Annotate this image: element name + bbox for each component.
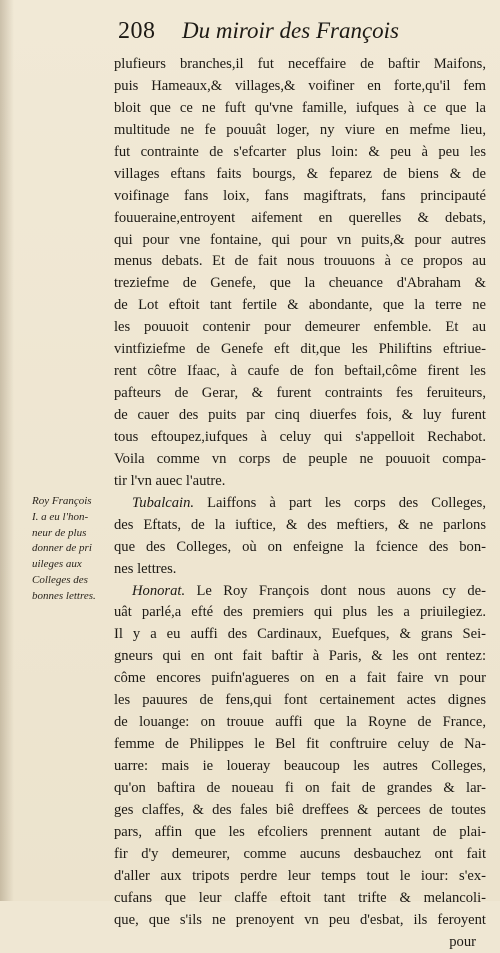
text-line: qui pour vne fontaine, qui pour vn puits,& pour autres [114, 230, 486, 252]
text-line: que, que s'ils ne prenoyent vn peu d'esbat, ils feroyent [114, 910, 486, 932]
text-line: puis Hameaux,& villages,& voifiner en forte,qu'il fem [114, 76, 486, 98]
page-number: 208 [118, 18, 156, 45]
text-line: treziefme de Genefe, que la cheuance d'Abraham & [114, 273, 486, 295]
margin-note-line: uileges aux [32, 557, 116, 573]
margin-note-line: bonnes lettres. [32, 589, 116, 605]
text-line: cufans que leur claffe eftoit tant trifte & melancoli- [114, 888, 486, 910]
speaker-name: Tubalcain. [132, 495, 194, 511]
paragraph-honorat-first-line [114, 581, 486, 603]
text-line: gneurs qui en ont fait baftir à Paris, & les ont rentez: [114, 646, 486, 668]
text-line: Il y a eu auffi des Cardinaux, Euefques, & grans Sei- [114, 624, 486, 646]
margin-note-line: donner de pri [32, 541, 116, 557]
text-line: plufieurs branches,il fut neceffaire de baftir Maifons, [114, 54, 486, 76]
margin-note-line: I. a eu l'hon- [32, 510, 116, 526]
text-line: d'aller aux tripots perdre leur temps tout le iour: s'ex- [114, 866, 486, 888]
text-line: rent côtre Ifaac, à caufe de fon beftail,côme firent les [114, 361, 486, 383]
text-line: tous eftoupez,iufques à celuy qui s'appelloit Rechabot. [114, 427, 486, 449]
text-line: nes lettres. [114, 559, 486, 581]
main-text [114, 54, 486, 953]
text-line: pafteurs de Gerar, & furent contraints fes feruiteurs, [114, 383, 486, 405]
text-line: que des Colleges, où on enfeigne la fcience des bon- [114, 537, 486, 559]
text-line: des Eftats, de la iuftice, & des meftiers, & ne parlons [114, 515, 486, 537]
text-line: ges claffes, & des fales biê dreffees & percees de toutes [114, 800, 486, 822]
running-title: Du miroir des François [182, 18, 399, 44]
text-run: Laiffons à part les corps des Colleges, [207, 495, 486, 511]
text-line: fouueraine,entroyent aifement en querelles & debats, [114, 208, 486, 230]
text-line: les pauures de fens,qui font certainement actes dignes [114, 690, 486, 712]
text-line: uarre: mais ie loueray beaucoup les autres Colleges, [114, 756, 486, 778]
text-line: uât parlé,a efté des premiers qui plus les a priuilegiez. [114, 602, 486, 624]
catchword: pour [114, 932, 486, 953]
text-line: vintfiziefme de Genefe eft dit,que les Philiftins eftriue- [114, 339, 486, 361]
paragraph-tubalcain-first-line [114, 493, 486, 515]
margin-note-line: neur de plus [32, 526, 116, 542]
text-line: Voila comme vn corps de peuple ne pouuoit compa- [114, 449, 486, 471]
text-line: de louange: on trouue auffi que la Royne de France, [114, 712, 486, 734]
speaker-name: Honorat. [132, 583, 185, 599]
text-line: de Lot eftoit tant fertile & abondante, que la terre ne [114, 295, 486, 317]
text-line: fut contrainte de s'efcarter plus loin: & peu à peu les [114, 142, 486, 164]
text-line: fir d'y demeurer, comme aucuns desbauchez ont fait [114, 844, 486, 866]
text-line: les pouuoit contenir pour demeurer enfemble. Et au [114, 317, 486, 339]
margin-note-line: Roy François [32, 494, 116, 510]
text-line: voifinage fans loix, fans magiftrats, fans principauté [114, 186, 486, 208]
text-line: de cauer des puits par cinq diuerfes fois, & luy furent [114, 405, 486, 427]
page-header [118, 14, 498, 48]
text-line: menus debats. Et de fait nous trouuons à ce propos au [114, 251, 486, 273]
text-run: Le Roy François dont nous auons cy de- [196, 583, 486, 599]
text-line: pars, affin que les efcoliers prennent autant de plai- [114, 822, 486, 844]
margin-note-line: Colleges des [32, 573, 116, 589]
text-line: multitude ne fe pouuât loger, ny viure en mefme lieu, [114, 120, 486, 142]
text-line: femme de Philippes le Bel fit conftruire celuy de Na- [114, 734, 486, 756]
text-line: bloit que ce ne fuft qu'vne famille, iufques à ce que la [114, 98, 486, 120]
margin-note [32, 494, 116, 605]
spine-shadow [0, 0, 14, 901]
text-line: côme encores puifn'agueres on en a fait faire vn pour [114, 668, 486, 690]
text-line: tir l'vn auec l'autre. [114, 471, 486, 493]
text-line: qu'on baftira de noueau fi on fait de grandes & lar- [114, 778, 486, 800]
text-line: villages eftans faits bourgs, & feparez de biens & de [114, 164, 486, 186]
